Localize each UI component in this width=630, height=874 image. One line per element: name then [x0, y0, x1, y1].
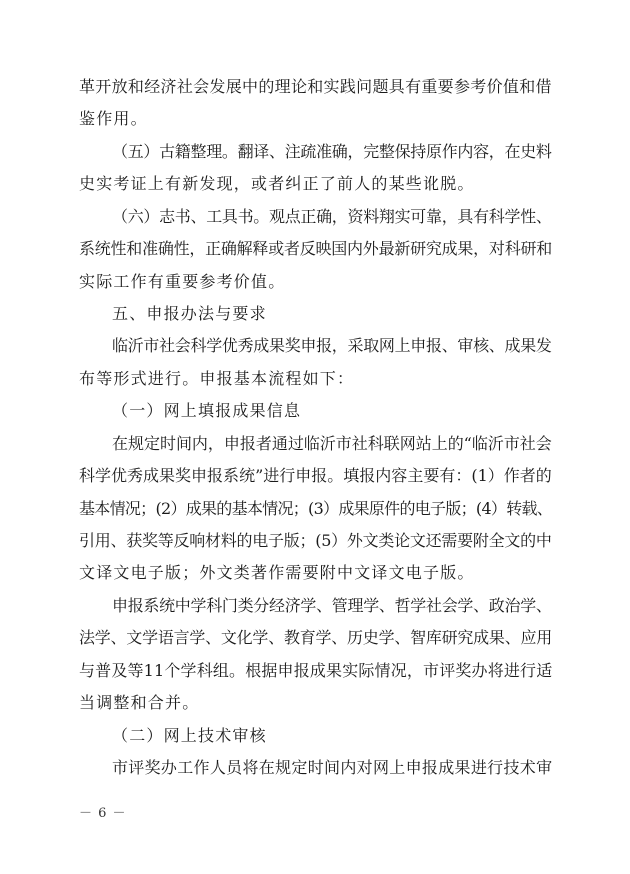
text-line-4: 史实考证上有新发现，或者纠正了前人的某些讹脱。: [79, 174, 475, 193]
subsection-heading-2: （二）网上技术审核: [112, 726, 267, 745]
text-line-6: 系统性和准确性，正确解释或者反映国内外最新研究成果，对科研和: [79, 239, 553, 258]
text-line-19: 与普及等11个学科组。根据申报成果实际情况，市评奖办将进行适: [79, 661, 553, 680]
text-line-16: 文译文电子版；外文类著作需要附中文译文电子版。: [79, 563, 475, 582]
text-line-12: 在规定时间内，申报者通过临沂市社科联网站上的“临沂市社会: [112, 434, 552, 453]
page-number: － 6 －: [79, 806, 127, 821]
text-line-5: （六）志书、工具书。观点正确，资料翔实可靠，具有科学性、: [112, 207, 552, 226]
subsection-heading-1: （一）网上填报成果信息: [112, 401, 302, 420]
text-line-20: 当调整和合并。: [79, 693, 200, 712]
text-line-10: 布等形式进行。申报基本流程如下：: [79, 369, 355, 388]
text-line-7: 实际工作有重要参考价值。: [79, 272, 286, 291]
text-line-15: 引用、获奖等反响材料的电子版；(5）外文类论文还需要附全文的中: [79, 531, 552, 550]
text-line-18: 法学、文学语言学、文化学、教育学、历史学、智库研究成果、应用: [79, 628, 553, 647]
section-heading-5: 五、申报办法与要求: [112, 304, 267, 323]
text-line-2: 鉴作用。: [79, 109, 148, 128]
text-line-13: 科学优秀成果奖申报系统”进行申报。填报内容主要有：(1）作者的: [79, 466, 552, 485]
text-line-22: 市评奖办工作人员将在规定时间内对网上申报成果进行技术审: [112, 758, 553, 777]
text-line-14: 基本情况；(2）成果的基本情况；(3）成果原件的电子版；(4）转载、: [79, 499, 553, 518]
text-line-9: 临沂市社会科学优秀成果奖申报，采取网上申报、审核、成果发: [112, 336, 552, 355]
text-line-1: 革开放和经济社会发展中的理论和实践问题具有重要参考价值和借: [79, 77, 552, 96]
text-line-3: （五）古籍整理。翻译、注疏准确，完整保持原作内容，在史料: [112, 142, 552, 161]
text-line-17: 申报系统中学科门类分经济学、管理学、哲学社会学、政治学、: [112, 596, 552, 615]
